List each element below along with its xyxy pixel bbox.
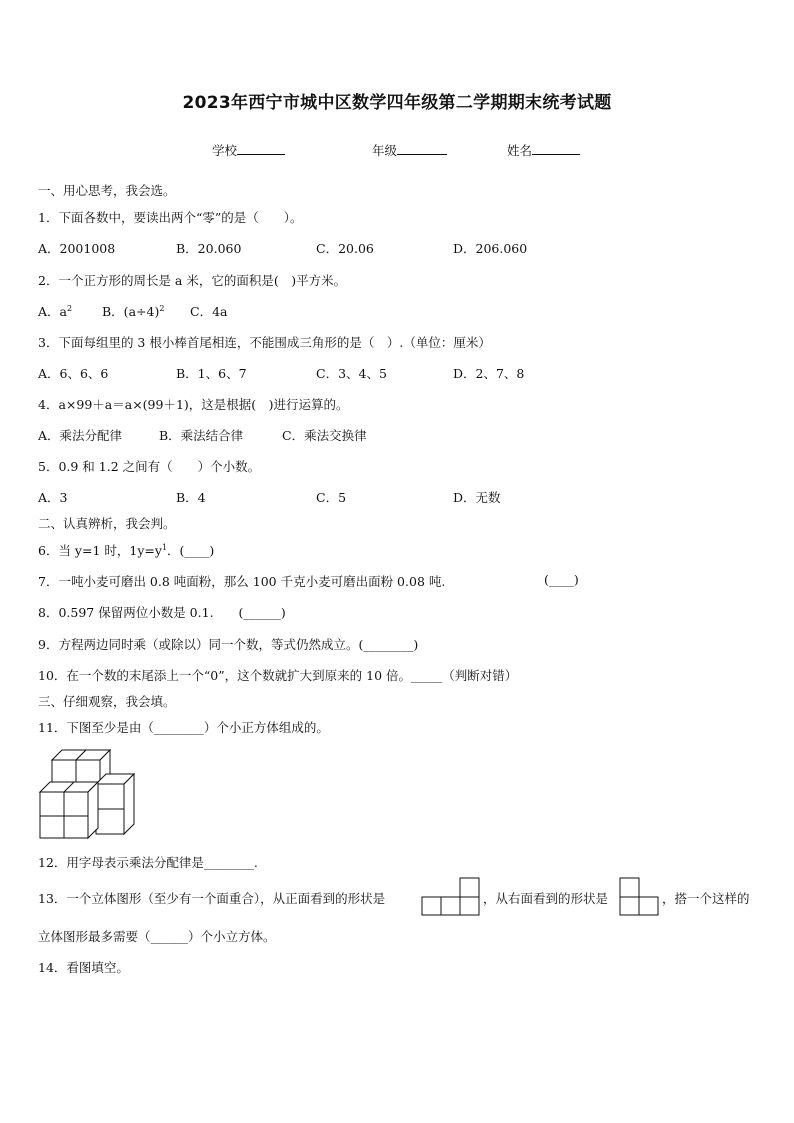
section3-heading: 三、仔细观察，我会填。 — [38, 694, 176, 709]
name-label: 姓名 — [507, 143, 533, 158]
q3-option-d[interactable]: D．2、7、8 — [453, 366, 525, 381]
q1-option-a[interactable]: A．2001008 — [38, 241, 116, 256]
q2-option-a-sup: 2 — [66, 304, 73, 313]
q5-option-d[interactable]: D．无数 — [453, 490, 501, 505]
grade-blank[interactable] — [397, 141, 447, 155]
q4-option-b[interactable]: B．乘法结合律 — [159, 428, 244, 443]
q1-option-d[interactable]: D．206.060 — [453, 241, 528, 256]
q13-line2: 立体图形最多需要（______）个小立方体。 — [38, 929, 276, 944]
grade-field — [372, 141, 447, 159]
q1-option-b[interactable]: B．20.060 — [176, 241, 242, 256]
q2-option-c[interactable]: C．4a — [190, 304, 228, 319]
q1-text: 1．下面各数中，要读出两个“零”的是（ ）。 — [38, 210, 303, 225]
q1-option-c[interactable]: C．20.06 — [316, 241, 374, 256]
section2-heading: 二、认真辨析，我会判。 — [38, 516, 176, 531]
q7-text: 7．一吨小麦可磨出 0.8 吨面粉，那么 100 千克小麦可磨出面粉 0.08 吨. — [38, 574, 446, 589]
grade-label: 年级 — [372, 143, 398, 158]
q6-pre: 6．当 y=1 时，1y=y — [38, 543, 162, 558]
q2-option-a[interactable] — [38, 302, 72, 320]
name-blank[interactable] — [532, 141, 580, 155]
q2-option-b[interactable] — [102, 302, 164, 320]
q3-option-a[interactable]: A．6、6、6 — [38, 366, 109, 381]
q7-blank[interactable]: (____) — [544, 572, 579, 587]
front-view-shape-icon — [421, 877, 481, 917]
q2-option-a-base: A．a — [38, 304, 67, 319]
q6-post: ．(____) — [167, 543, 215, 558]
q4-option-c[interactable]: C．乘法交换律 — [282, 428, 367, 443]
school-field — [212, 141, 285, 159]
right-view-shape-icon — [619, 877, 661, 917]
page-title: 2023年西宁市城中区数学四年级第二学期期末统考试题 — [182, 93, 612, 113]
q10-text: 10．在一个数的末尾添上一个“0”，这个数就扩大到原来的 10 倍。_____（判断对错） — [38, 668, 518, 683]
q5-option-c[interactable]: C．5 — [316, 490, 347, 505]
q3-option-b[interactable]: B．1、6、7 — [176, 366, 247, 381]
name-field — [507, 141, 580, 159]
cube-stack-figure — [38, 748, 138, 840]
section1-heading: 一、用心思考，我会选。 — [38, 183, 176, 198]
q9-text: 9．方程两边同时乘（或除以）同一个数，等式仍然成立。(________) — [38, 637, 419, 652]
q12-text: 12．用字母表示乘法分配律是________. — [38, 855, 258, 870]
q3-text: 3．下面每组里的 3 根小棒首尾相连，不能围成三角形的是（ ）.（单位：厘米） — [38, 335, 491, 350]
q14-text: 14．看图填空。 — [38, 960, 129, 975]
school-label: 学校 — [212, 143, 238, 158]
q4-option-a[interactable]: A．乘法分配律 — [38, 428, 123, 443]
q13-part-b: ，从右面看到的形状是 — [483, 891, 609, 906]
school-blank[interactable] — [237, 141, 285, 155]
q4-text: 4．a×99＋a＝a×(99＋1)，这是根据( )进行运算的。 — [38, 397, 349, 412]
q6-sup: 1 — [161, 543, 168, 552]
q11-text: 11．下图至少是由（________）个小正方体组成的。 — [38, 720, 329, 735]
q13-part-a: 13．一个立体图形（至少有一个面重合），从正面看到的形状是 — [38, 891, 386, 906]
q8-text: 8．0.597 保留两位小数是 0.1. (______) — [38, 605, 286, 620]
q13-part-c: ，搭一个这样的 — [662, 891, 750, 906]
q2-option-b-base: B．(a÷4) — [102, 304, 160, 319]
q5-option-a[interactable]: A．3 — [38, 490, 68, 505]
q5-option-b[interactable]: B．4 — [176, 490, 206, 505]
q2-text: 2．一个正方形的周长是 a 米，它的面积是( )平方米。 — [38, 273, 347, 288]
q2-option-b-sup: 2 — [159, 304, 165, 313]
q5-text: 5．0.9 和 1.2 之间有（ ）个小数。 — [38, 459, 261, 474]
q6-text — [38, 541, 214, 559]
q3-option-c[interactable]: C．3、4、5 — [316, 366, 387, 381]
